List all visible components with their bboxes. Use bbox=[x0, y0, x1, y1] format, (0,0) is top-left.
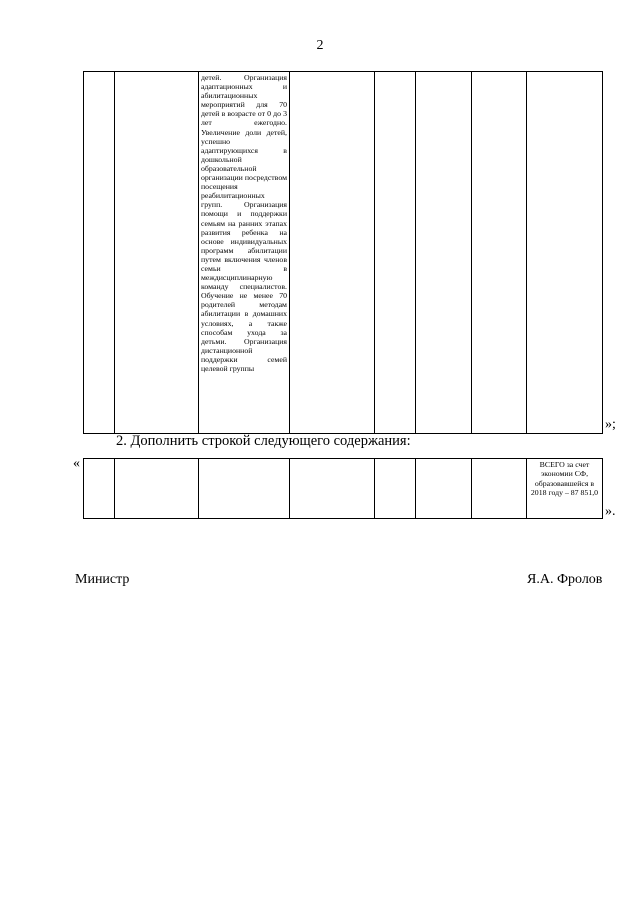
table2-cell-4 bbox=[290, 459, 375, 519]
table1-cell-8 bbox=[527, 72, 603, 434]
table1-cell-4 bbox=[290, 72, 375, 434]
table1-cell-name bbox=[115, 72, 199, 434]
page-number: 2 bbox=[316, 38, 324, 53]
table2-opening-quote: « bbox=[73, 456, 80, 471]
table2-cell-1 bbox=[84, 459, 115, 519]
table1-cell-6 bbox=[416, 72, 472, 434]
paragraph-2: 2. Дополнить строкой следующего содержания: bbox=[116, 433, 411, 449]
table1-cell-5 bbox=[375, 72, 416, 434]
table2-closing-quote: ». bbox=[605, 504, 616, 519]
table1-closing-quote: »; bbox=[605, 417, 616, 432]
table1-cell-activities bbox=[199, 72, 290, 434]
table2-cell-5 bbox=[375, 459, 416, 519]
total-text: ВСЕГО за счет экономии СФ, образовавшейся в 2018 году – 87 851,0 bbox=[530, 460, 599, 497]
table1-cell-7 bbox=[472, 72, 527, 434]
signature-name: Я.А. Фролов bbox=[527, 572, 603, 587]
table2-cell-3 bbox=[199, 459, 290, 519]
table2-cell-7 bbox=[472, 459, 527, 519]
table2-cell-6 bbox=[416, 459, 472, 519]
added-row-table bbox=[83, 458, 603, 519]
program-table-continuation bbox=[83, 71, 603, 434]
table2-cell-2 bbox=[115, 459, 199, 519]
activities-text: детей. Организация адаптационных и абилитационных мероприятий для 70 детей в возрасте от 0 до 3 лет ежегодно. Увеличение доли детей, успешно адаптирующихся в дошкольной образовательной организации посредством посещения реабилитационных групп. Организация помощи и поддержки семьям на ранних этапах развития ребенка на основе индивидуальных программ абилитации путем включения членов семьи в междисциплинарную команду специалистов. Обучение не менее 70 родителей методам абилитации в домашних условиях, а также способам ухода за детьми. Организация дистанционной поддержки семей целевой группы bbox=[201, 73, 287, 373]
table1-cell-number bbox=[84, 72, 115, 434]
table2-cell-total bbox=[527, 459, 603, 519]
signature-position: Министр bbox=[75, 572, 130, 587]
